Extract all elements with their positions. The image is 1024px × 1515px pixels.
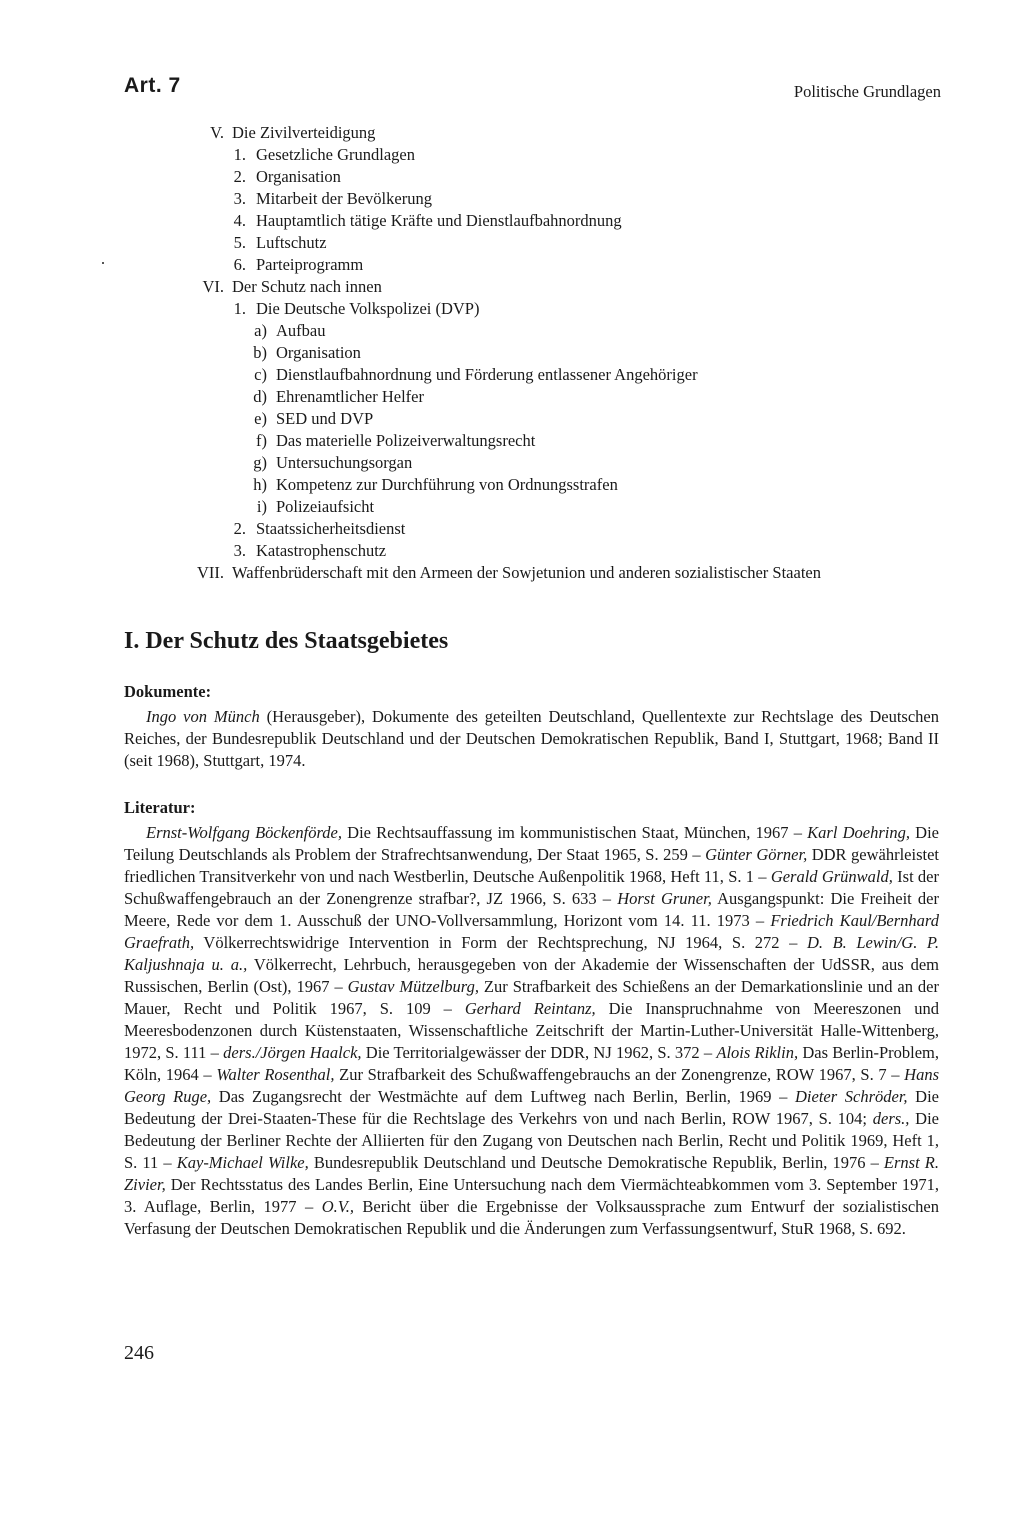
toc-entry-label: Ehrenamtlicher Helfer — [276, 387, 424, 406]
toc-entry-label: Gesetzliche Grundlagen — [256, 145, 415, 164]
toc-entry — [120, 474, 920, 496]
toc-entry-number: 2. — [233, 519, 246, 538]
literatur-author: Dieter Schröder, — [795, 1087, 908, 1106]
literatur-text: Die Bedeutung der Drei-Staaten-These für die Rechtslage des Verkehrs von und nach Berlin, ROW 1967, S. 104; — [124, 1087, 939, 1128]
toc-entry — [120, 320, 920, 342]
literatur-text: Völkerrecht, Lehrbuch, herausgegeben von der Akademie der Wissenschaften der UdSSR, aus dem Russischen, Berlin (Ost), 1967 – — [124, 955, 939, 996]
toc-entry-label: Der Schutz nach innen — [232, 277, 382, 296]
literatur-author: Hans Georg Ruge, — [124, 1065, 940, 1106]
literatur-author: Gerhard Reintanz, — [464, 999, 596, 1018]
literatur-text: Das Zugangsrecht der Westmächte auf dem Luftweg nach Berlin, Berlin, 1969 – — [211, 1087, 795, 1106]
table-of-contents — [120, 122, 920, 584]
toc-entry — [120, 386, 920, 408]
literatur-text: Bericht über die Ergebnisse der Volksaussprache zum Entwurf der sozialistischen Verfasung der Deutschen Demokratischen Republik und die Änderungen zum Verfassungsentwurf, StuR 1968, S. 692. — [124, 1197, 939, 1238]
toc-entry-label: Das materielle Polizeiverwaltungsrecht — [276, 431, 536, 450]
page-number: 246 — [124, 1342, 154, 1364]
toc-entry-number: 3. — [233, 189, 246, 208]
toc-entry-label: Parteiprogramm — [256, 255, 364, 274]
toc-entry — [120, 232, 920, 254]
toc-entry-label: Luftschutz — [256, 233, 327, 252]
literatur-author: D. B. Lewin/G. P. Kaljushnaja u. a., — [124, 933, 939, 974]
toc-entry — [120, 430, 920, 452]
section-heading: I. Der Schutz des Staatsgebietes — [124, 628, 449, 654]
literatur-text: Die Bedeutung der Berliner Rechte der Alliierten für den Zugang von Deutschen nach Berlin, Recht und Politik 1969, Heft 1, S. 11 – — [124, 1109, 939, 1172]
running-title: Politische Grundlagen — [793, 82, 941, 101]
toc-entry — [120, 364, 920, 386]
literatur-text: Zur Strafbarkeit des Schußwaffengebrauchs an der Zonengrenze, ROW 1967, S. 7 – — [334, 1065, 905, 1084]
toc-entry-number: c) — [254, 365, 267, 384]
dokumente-label: Dokumente: — [124, 682, 212, 701]
toc-entry-number: i) — [256, 497, 267, 516]
literatur-text: Die Territorialgewässer der DDR, NJ 1962, S. 372 – — [361, 1043, 717, 1062]
toc-entry — [120, 496, 920, 518]
literatur-text: Ausgangspunkt: Die Freiheit der Meere, Rede vor dem 1. Ausschuß der UNO-Vollversammlung, Horizont vom 14. 11. 1973 – — [124, 889, 939, 930]
toc-entry — [120, 188, 920, 210]
toc-entry-label: Katastrophenschutz — [256, 541, 387, 560]
article-label: Art. 7 — [124, 74, 181, 97]
literatur-author: Walter Rosenthal, — [216, 1065, 335, 1084]
literatur-author: Friedrich Kaul/Bernhard Graefrath, — [124, 911, 939, 952]
literatur-text: Völkerrechtswidrige Intervention in Form der Rechtsprechung, NJ 1964, S. 272 – — [194, 933, 807, 952]
toc-entry-number: V. — [210, 123, 224, 142]
toc-entry — [120, 342, 920, 364]
literatur-author: Alois Riklin, — [716, 1043, 799, 1062]
literatur-author: Gustav Mützelburg, — [347, 977, 479, 996]
literatur-text: Die Rechtsauffassung im kommunistischen Staat, München, 1967 – — [341, 823, 808, 842]
toc-entry-number: b) — [253, 343, 267, 362]
literatur-text: Ist der Schußwaffengebrauch an der Zonengrenze strafbar?, JZ 1966, S. 633 – — [124, 867, 939, 908]
literatur-paragraph — [124, 822, 939, 1240]
literatur-text: Die Teilung Deutschlands als Problem der Strafrechtsanwendung, Der Staat 1965, S. 259 – — [124, 823, 939, 864]
literatur-author: O.V., — [321, 1197, 354, 1216]
literatur-text: DDR gewährleistet friedlichen Transitverkehr von und nach Westberlin, Deutsche Außenpolitik 1968, Heft 11, S. 1 – — [124, 845, 940, 886]
literatur-author: Karl Doehring, — [807, 823, 910, 842]
literatur-author: ders./Jörgen Haalck, — [223, 1043, 362, 1062]
toc-entry-label: Polizeiaufsicht — [276, 497, 375, 516]
toc-entry-number: VI. — [202, 277, 224, 296]
literatur-text: Der Rechtsstatus des Landes Berlin, Eine Untersuchung nach dem Viermächteabkommen vom 3. September 1971, 3. Auflage, Berlin, 1977 – — [124, 1175, 939, 1216]
toc-entry-number: 3. — [233, 541, 246, 560]
toc-entry — [120, 254, 920, 276]
literatur-text: Das Berlin-Problem, Köln, 1964 – — [124, 1043, 940, 1084]
toc-entry — [120, 122, 920, 144]
literatur-author: Horst Gruner, — [617, 889, 712, 908]
toc-entry-number: d) — [253, 387, 267, 406]
literatur-author: Günter Görner, — [705, 845, 808, 864]
toc-entry-number: 1. — [233, 145, 246, 164]
literatur-author: Ernst-Wolfgang Böckenförde, — [146, 823, 342, 842]
literatur-author: ders., — [872, 1109, 910, 1128]
toc-entry-number: 6. — [233, 255, 246, 274]
dokumente-paragraph — [124, 706, 939, 772]
literatur-author: Ernst R. Zivier, — [124, 1153, 939, 1194]
toc-entry-number: 2. — [233, 167, 246, 186]
toc-entry-number: 1. — [233, 299, 246, 318]
toc-entry-label: Die Deutsche Volkspolizei (DVP) — [256, 299, 480, 318]
stray-mark — [102, 262, 104, 264]
toc-entry — [120, 452, 920, 474]
toc-entry-label: Dienstlaufbahnordnung und Förderung entlassener Angehöriger — [276, 365, 698, 384]
literatur-label: Literatur: — [124, 798, 196, 817]
toc-entry-number: g) — [253, 453, 267, 472]
toc-entry — [120, 166, 920, 188]
toc-entry-number: 4. — [233, 211, 246, 230]
toc-entry-label: Kompetenz zur Durchführung von Ordnungsstrafen — [276, 475, 618, 494]
literatur-text: Bundesrepublik Deutschland und Deutsche Demokratische Republik, Berlin, 1976 – — [308, 1153, 884, 1172]
toc-entry-label: SED und DVP — [276, 409, 374, 428]
toc-entry — [120, 540, 920, 562]
toc-entry — [120, 518, 920, 540]
toc-entry — [120, 562, 920, 584]
toc-entry-label: Die Zivilverteidigung — [232, 123, 376, 142]
toc-entry-label: Waffenbrüderschaft mit den Armeen der Sowjetunion und anderen sozialistischer Staaten — [232, 563, 821, 582]
toc-entry-label: Organisation — [256, 167, 341, 186]
toc-entry-number: a) — [254, 321, 267, 340]
toc-entry-label: Organisation — [276, 343, 361, 362]
toc-entry — [120, 276, 920, 298]
toc-entry-number: 5. — [233, 233, 246, 252]
toc-entry — [120, 210, 920, 232]
toc-entry-label: Hauptamtlich tätige Kräfte und Dienstlaufbahnordnung — [256, 211, 622, 230]
literatur-text: Zur Strafbarkeit des Schießens an der Demarkationslinie und an der Mauer, Recht und Politik 1967, S. 109 – — [124, 977, 939, 1018]
dokumente-author: Ingo von Münch — [146, 707, 260, 726]
toc-entry-label: Staatssicherheitsdienst — [256, 519, 406, 538]
toc-entry — [120, 298, 920, 320]
dokumente-text: (Herausgeber), Dokumente des geteilten Deutschland, Quellentexte zur Rechtslage des Deutschen Reiches, der Bundesrepublik Deutschland und der Deutschen Demokratischen Republik, Band I, Stuttgart, 1968; Band II (seit 1968), Stuttgart, 1974. — [124, 707, 939, 770]
literatur-text: Die Inanspruchnahme von Meereszonen und Meeresbodenzonen durch Küstenstaaten, Wissenschaftliche Zeitschrift der Martin-Luther-Universität Halle-Wittenberg, 1972, S. 111 – — [124, 999, 939, 1062]
toc-entry-label: Mitarbeit der Bevölkerung — [256, 189, 432, 208]
literatur-author: Gerald Grünwald, — [770, 867, 893, 886]
toc-entry-label: Aufbau — [276, 321, 326, 340]
toc-entry-number: e) — [254, 409, 267, 428]
toc-entry — [120, 144, 920, 166]
toc-entry — [120, 408, 920, 430]
toc-entry-number: VII. — [196, 563, 224, 582]
toc-entry-number: f) — [256, 431, 267, 450]
toc-entry-number: h) — [253, 475, 267, 494]
literatur-author: Kay-Michael Wilke, — [176, 1153, 309, 1172]
toc-entry-label: Untersuchungsorgan — [276, 453, 413, 472]
